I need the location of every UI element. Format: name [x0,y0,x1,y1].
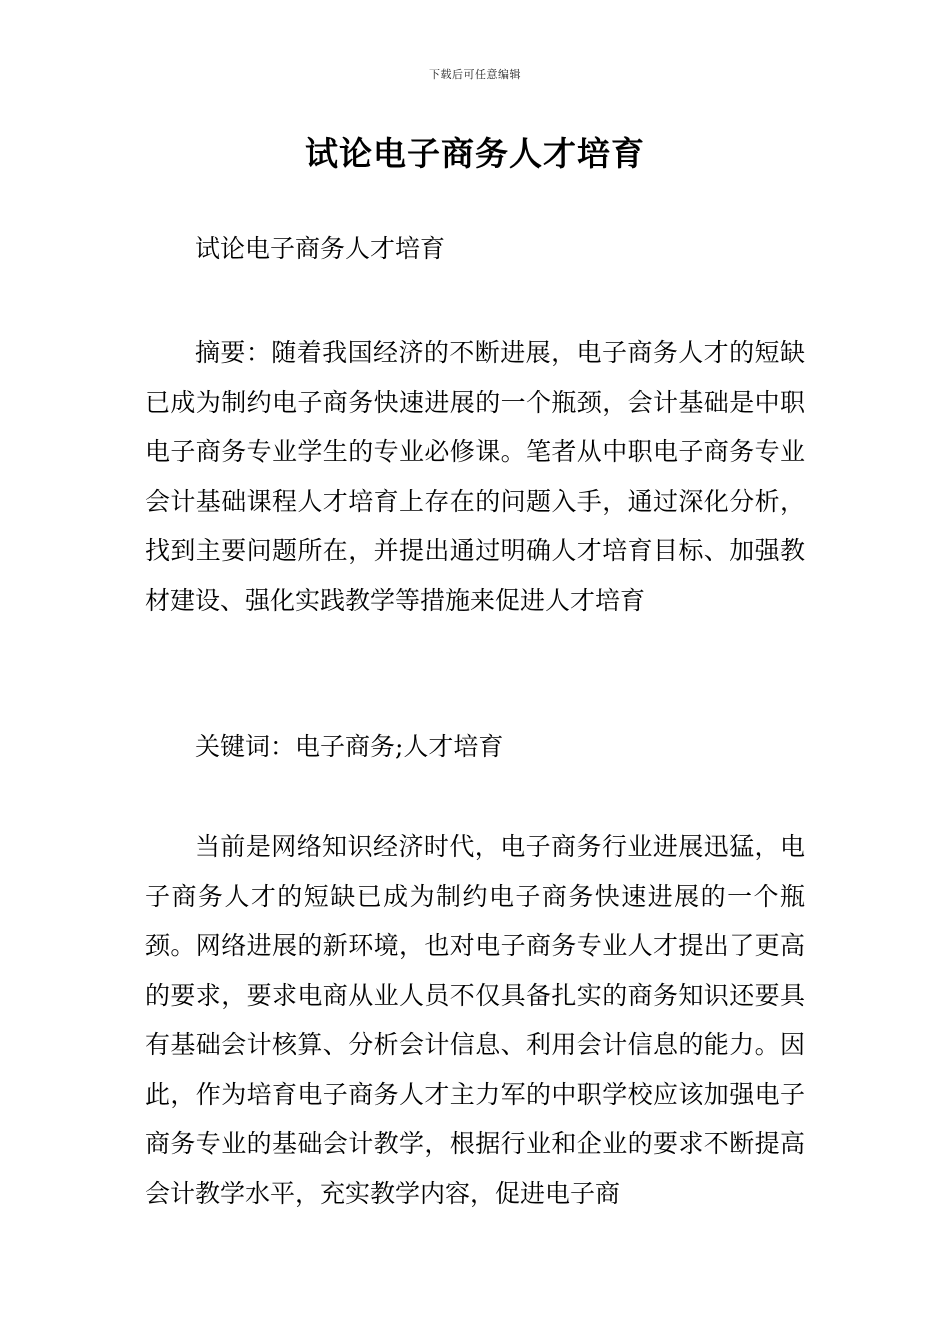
abstract-paragraph: 摘要：随着我国经济的不断进展，电子商务人才的短缺已成为制约电子商务快速进展的一个瓶颈，会计基础是中职电子商务专业学生的专业必修课。笔者从中职电子商务专业会计基础课程人才培育上存在的问题入手，通过深化分析，找到主要问题所在，并提出通过明确人才培育目标、加强教材建设、强化实践教学等措施来促进人才培育 [145,338,805,615]
page-title: 试论电子商务人才培育 [305,134,645,173]
keywords-line: 关键词：电子商务;人才培育 [195,732,504,761]
subtitle-line: 试论电子商务人才培育 [195,234,446,263]
body-paragraph: 当前是网络知识经济时代，电子商务行业进展迅猛，电子商务人才的短缺已成为制约电子商务快速进展的一个瓶颈。网络进展的新环境，也对电子商务专业人才提出了更高的要求，要求电商从业人员不仅具备扎实的商务知识还要具有基础会计核算、分析会计信息、利用会计信息的能力。因此，作为培育电子商务人才主力军的中职学校应该加强电子商务专业的基础会计教学，根据行业和企业的要求不断提高会计教学水平，充实教学内容，促进电子商 [145,832,805,1208]
header-note: 下载后可任意编辑 [429,68,521,81]
